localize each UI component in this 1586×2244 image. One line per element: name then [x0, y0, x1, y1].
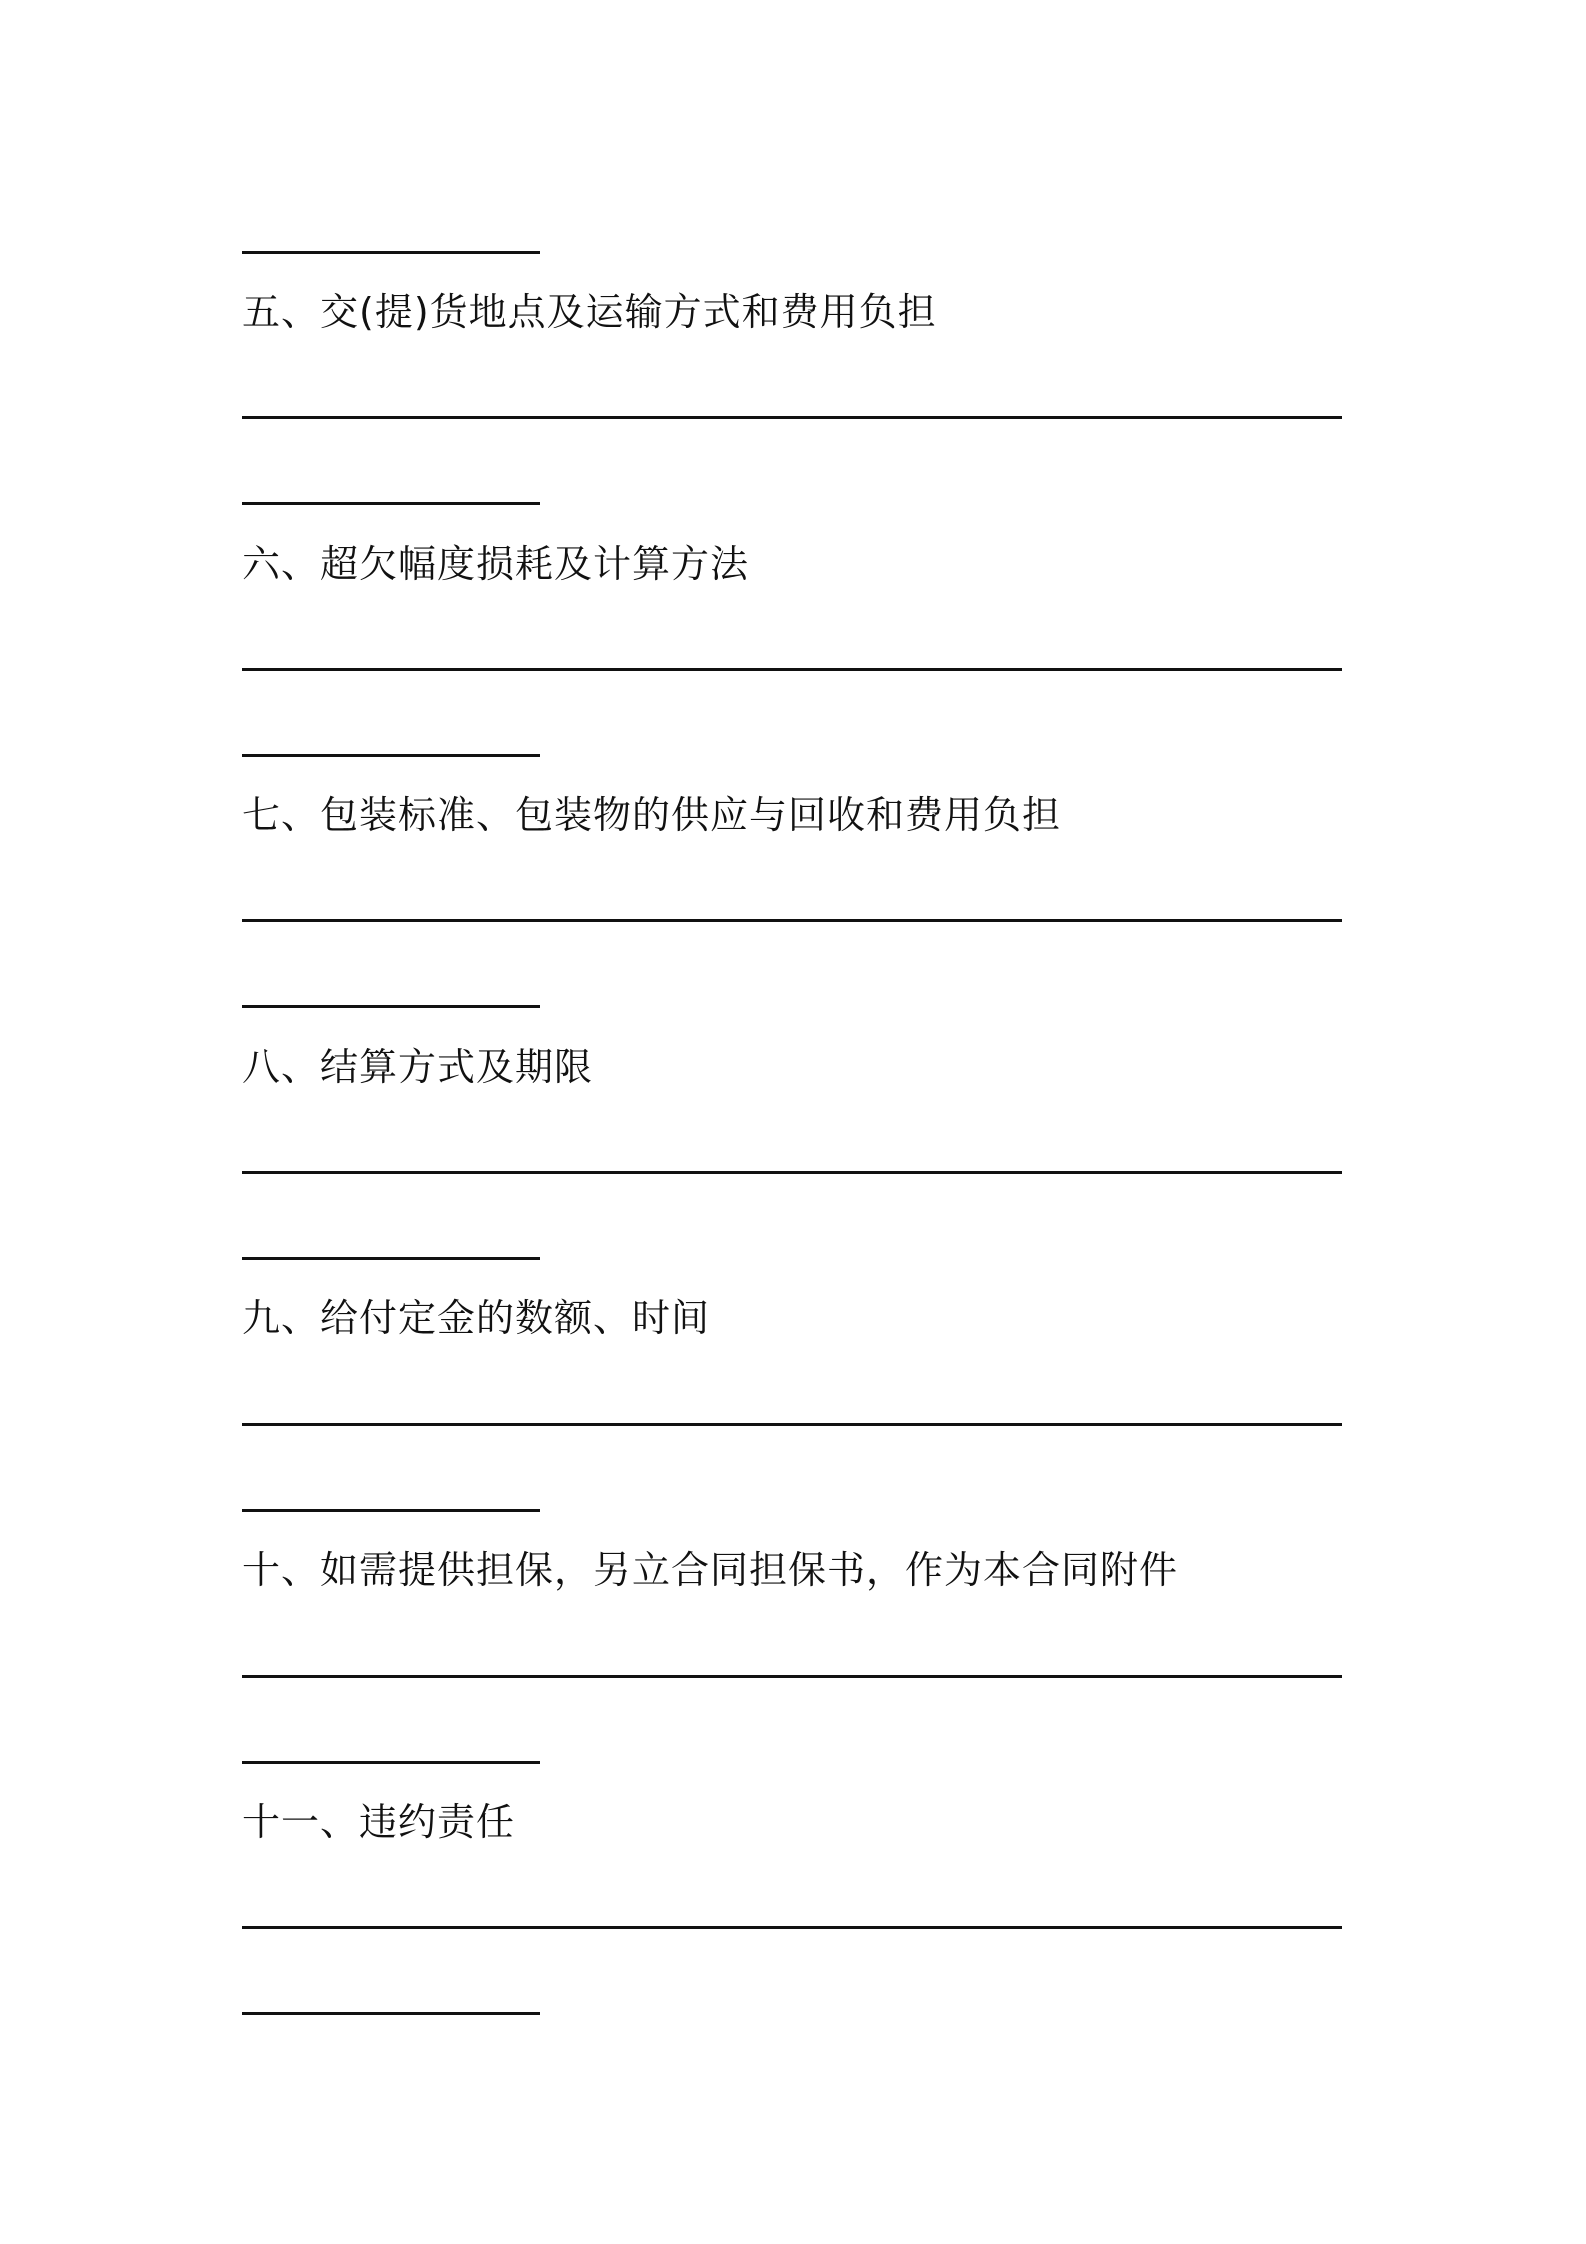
blank-line-short — [242, 754, 540, 757]
blank-line-long — [242, 1423, 1342, 1426]
blank-line-short — [242, 502, 540, 505]
blank-line-short — [242, 2012, 540, 2015]
blank-line-long — [242, 416, 1342, 419]
blank-line-long — [242, 919, 1342, 922]
blank-line-long — [242, 668, 1342, 671]
section-heading-nine: 九、给付定金的数额、时间 — [242, 1296, 711, 1340]
section-heading-seven: 七、包装标准、包装物的供应与回收和费用负担 — [242, 793, 1062, 837]
blank-line-short — [242, 251, 540, 254]
section-heading-eight: 八、结算方式及期限 — [242, 1045, 594, 1089]
blank-line-short — [242, 1509, 540, 1512]
blank-line-long — [242, 1171, 1342, 1174]
blank-line-long — [242, 1926, 1342, 1929]
section-heading-six: 六、超欠幅度损耗及计算方法 — [242, 542, 750, 586]
section-heading-ten: 十、如需提供担保，另立合同担保书，作为本合同附件 — [242, 1548, 1179, 1592]
section-heading-eleven: 十一、违约责任 — [242, 1800, 516, 1844]
blank-line-long — [242, 1675, 1342, 1678]
blank-line-short — [242, 1257, 540, 1260]
section-heading-five: 五、交(提)货地点及运输方式和费用负担 — [242, 290, 937, 334]
blank-line-short — [242, 1761, 540, 1764]
blank-line-short — [242, 1005, 540, 1008]
